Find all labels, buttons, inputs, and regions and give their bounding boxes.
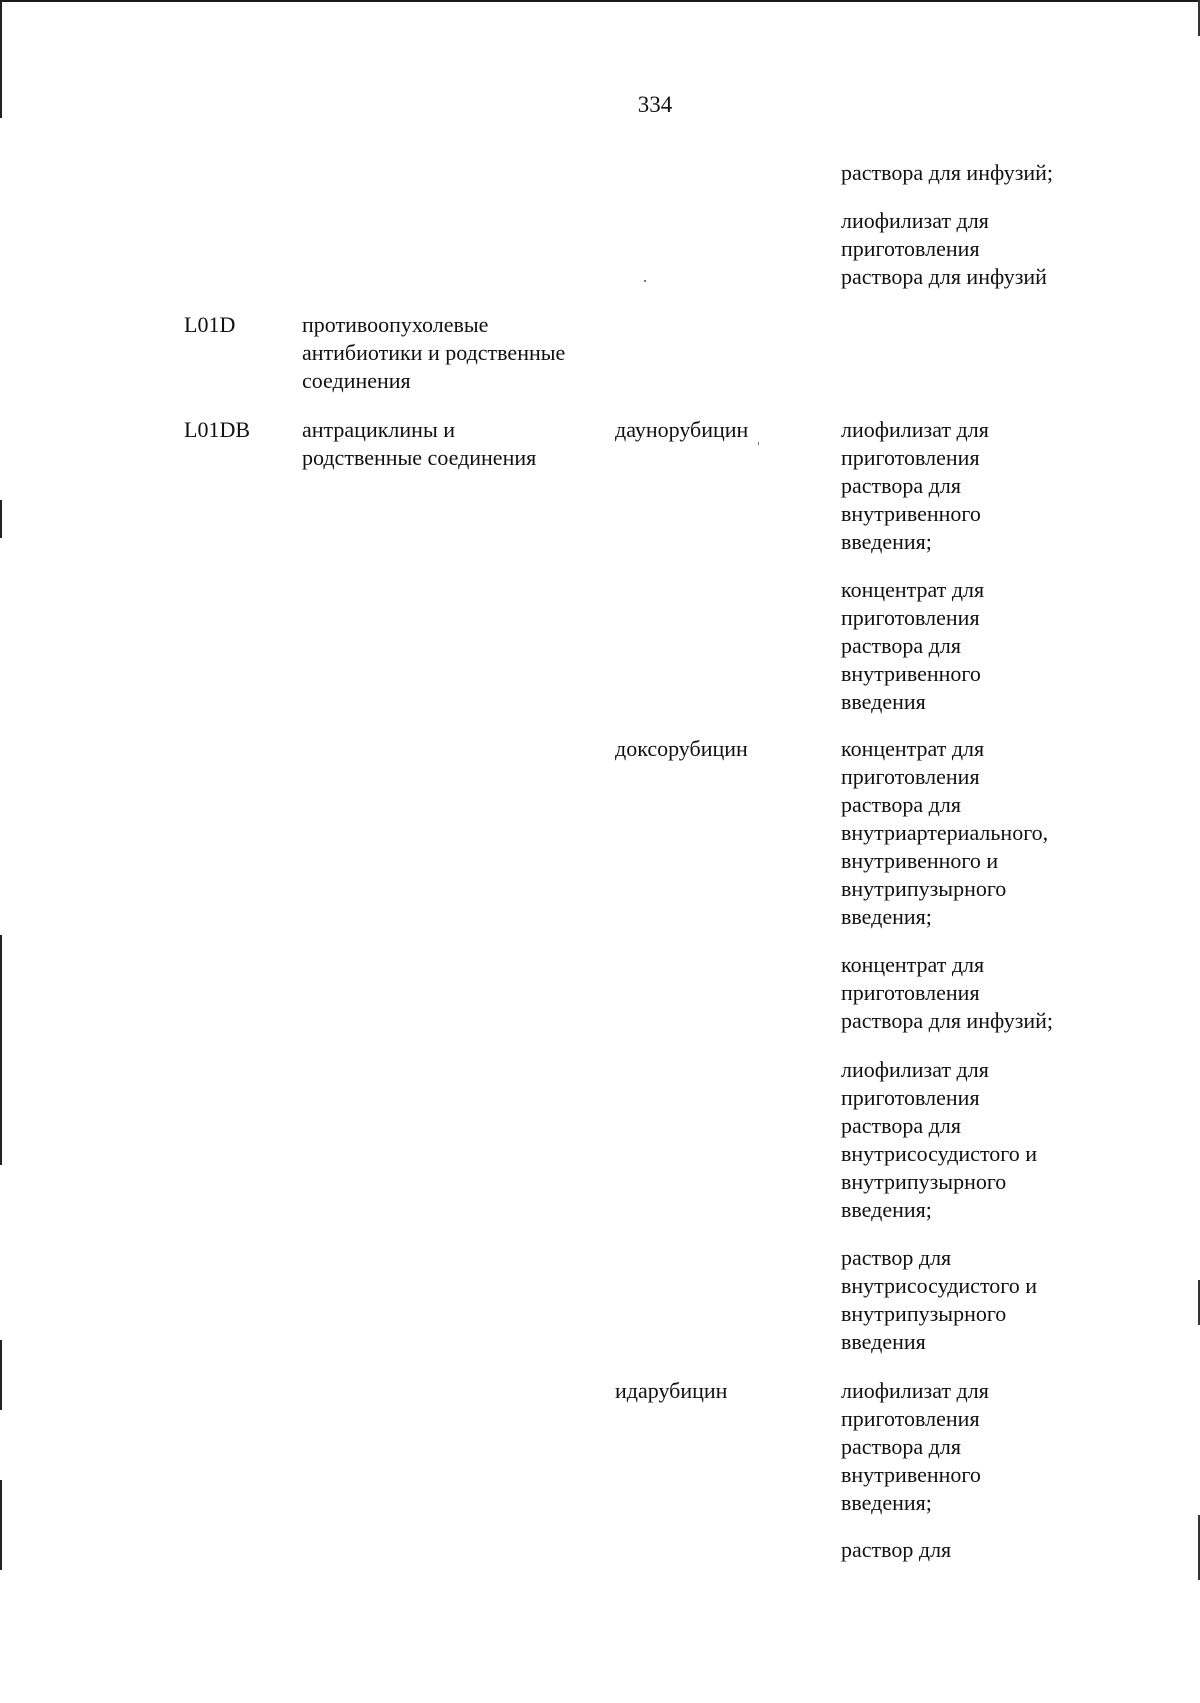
dosage-form-line: приготовления [841, 1406, 980, 1431]
anatomical-group [302, 311, 565, 395]
dosage-form [841, 1056, 1037, 1224]
dosage-form-line: приготовления [841, 445, 980, 470]
atc-code-text: L01DB [184, 417, 250, 442]
drug-name [615, 1377, 727, 1405]
group-line: соединения [302, 368, 411, 393]
dosage-form-line: введения; [841, 1197, 932, 1222]
dosage-form-line: внутрисосудистого и [841, 1273, 1038, 1298]
dosage-form-line: приготовления [841, 980, 980, 1005]
dosage-form-line: лиофилизат для [841, 208, 989, 233]
drug-name [615, 735, 748, 763]
dosage-form-line: раствора для [841, 1434, 961, 1459]
dosage-form [841, 951, 1053, 1035]
scan-edge-left [0, 1340, 2, 1410]
dosage-form-line: раствора для [841, 792, 961, 817]
dosage-form-line: внутривенного [841, 661, 981, 686]
dosage-form [841, 416, 989, 556]
scan-edge-left [0, 1480, 2, 1570]
dosage-form-line: внутривенного и [841, 848, 999, 873]
anatomical-group [302, 416, 536, 472]
dosage-form-line: раствор для [841, 1245, 952, 1270]
group-line: противоопухолевые [302, 312, 489, 337]
drug-name-text: доксорубицин [615, 736, 748, 761]
atc-code-text: L01D [184, 312, 236, 337]
dosage-form [841, 1244, 1037, 1356]
dosage-form-line: введения; [841, 904, 932, 929]
dosage-form-line: лиофилизат для [841, 1378, 989, 1403]
group-line: антибиотики и родственные [302, 340, 566, 365]
dosage-form-line: введения; [841, 1490, 932, 1515]
dosage-form-line: внутрипузырного [841, 1301, 1007, 1326]
dosage-form [841, 735, 1048, 931]
dosage-form-line: внутриартериального, [841, 820, 1049, 845]
dosage-form-line: приготовления [841, 764, 980, 789]
dosage-form [841, 207, 1047, 291]
dosage-form-line: раствора для [841, 633, 961, 658]
atc-code [184, 416, 250, 444]
dosage-form-line: концентрат для [841, 952, 985, 977]
dosage-form [841, 1536, 951, 1564]
dosage-form-line: внутривенного [841, 501, 981, 526]
dosage-form-line: введения [841, 689, 926, 714]
dosage-form-line: лиофилизат для [841, 417, 989, 442]
drug-name-text: идарубицин [615, 1378, 728, 1403]
dosage-form-line: введения [841, 1329, 926, 1354]
atc-code [184, 311, 235, 339]
drug-name [615, 416, 748, 444]
scan-speck [758, 442, 759, 445]
dosage-form-line: концентрат для [841, 736, 985, 761]
dosage-form-line: раствора для [841, 473, 961, 498]
scan-edge-left [0, 935, 2, 1165]
group-line: родственные соединения [302, 445, 537, 470]
dosage-form-line: введения; [841, 529, 932, 554]
group-line: антрациклины и [302, 417, 456, 442]
dosage-form-line: раствора для инфузий [841, 264, 1047, 289]
scan-edge-left [0, 500, 2, 538]
dosage-form-line: концентрат для [841, 577, 985, 602]
scan-edge-top [0, 0, 1200, 2]
dosage-form-line: раствор для [841, 1537, 952, 1562]
scan-speck [644, 280, 646, 282]
dosage-form-line: внутрипузырного [841, 1169, 1007, 1194]
dosage-form [841, 159, 1053, 187]
dosage-form [841, 1377, 989, 1517]
dosage-form-line: внутрипузырного [841, 876, 1007, 901]
dosage-form-line: приготовления [841, 1085, 980, 1110]
dosage-form [841, 576, 984, 716]
dosage-form-line: приготовления [841, 236, 980, 261]
dosage-form-line: приготовления [841, 605, 980, 630]
dosage-form-line: лиофилизат для [841, 1057, 989, 1082]
dosage-form-line: раствора для инфузий; [841, 160, 1054, 185]
dosage-form-line: раствора для [841, 1113, 961, 1138]
page-number: 334 [637, 92, 673, 117]
dosage-form-line: раствора для инфузий; [841, 1008, 1054, 1033]
dosage-form-line: внутривенного [841, 1462, 981, 1487]
drug-name-text: даунорубицин [615, 417, 749, 442]
dosage-form-line: внутрисосудистого и [841, 1141, 1038, 1166]
